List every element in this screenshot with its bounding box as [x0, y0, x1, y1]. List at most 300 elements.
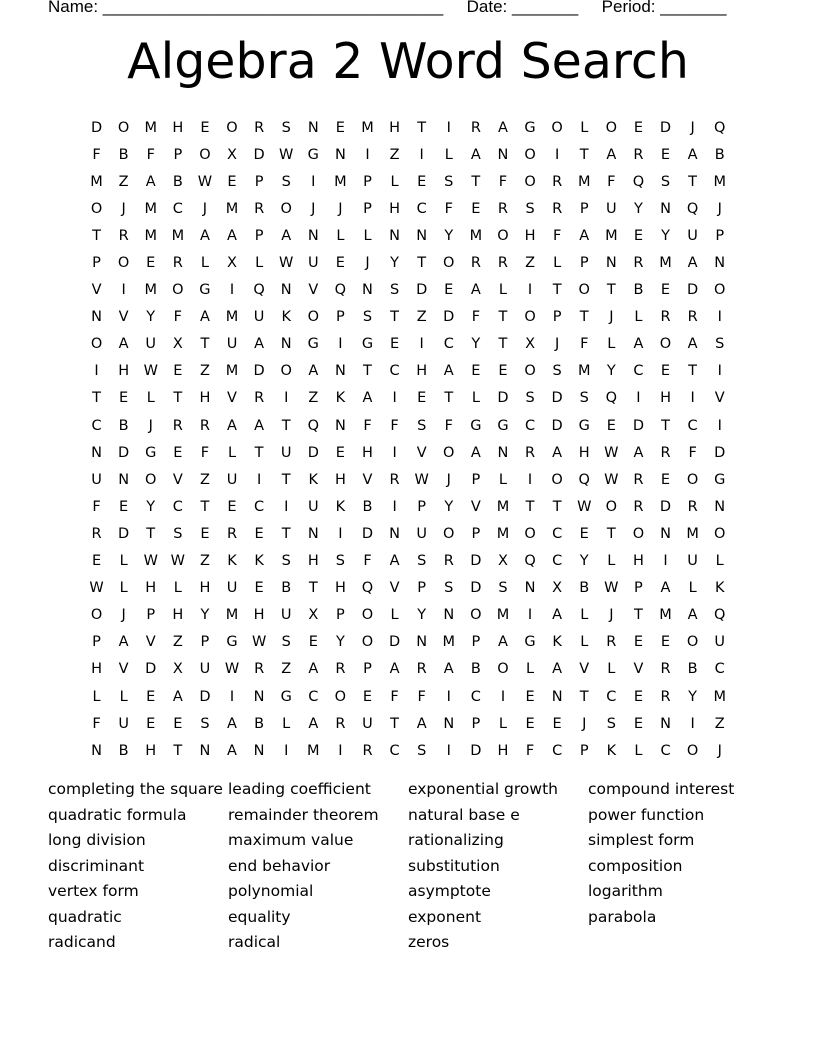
grid-letter: J — [365, 255, 370, 272]
grid-letter: U — [145, 336, 157, 353]
grid-letter: J — [121, 200, 126, 217]
grid-letter: Z — [389, 146, 400, 163]
grid-letter: H — [118, 363, 130, 380]
word-list-item: discriminant — [48, 856, 145, 875]
grid-letter: E — [91, 553, 102, 570]
grid-letter: E — [579, 525, 589, 542]
grid-letter: L — [498, 282, 507, 299]
grid-letter: R — [335, 661, 346, 678]
grid-letter: T — [498, 336, 508, 353]
grid-letter: W — [414, 471, 429, 488]
grid-letter: A — [227, 227, 237, 244]
grid-letter: G — [307, 336, 319, 353]
grid-letter: Q — [307, 417, 319, 434]
grid-letter: A — [227, 742, 237, 759]
grid-letter: N — [389, 227, 400, 244]
grid-letter: O — [605, 119, 618, 136]
grid-letter: J — [311, 200, 316, 217]
grid-letter: C — [254, 498, 265, 515]
grid-letter: N — [714, 498, 726, 515]
grid-letter: H — [660, 390, 671, 407]
grid-letter: N — [497, 444, 509, 461]
grid-letter: H — [145, 742, 157, 759]
grid-letter: R — [254, 119, 265, 136]
word-list-item: compound interest — [588, 780, 735, 798]
grid-letter: R — [687, 309, 698, 326]
period-field: Period: _______ — [601, 0, 727, 16]
grid-letter: Y — [633, 200, 643, 217]
word-list-item: radicand — [48, 933, 116, 951]
grid-letter: O — [117, 255, 130, 272]
grid-letter: T — [606, 525, 616, 542]
grid-letter: A — [687, 255, 698, 272]
grid-letter: P — [579, 255, 589, 272]
grid-letter: B — [172, 173, 183, 190]
grid-letter: F — [498, 173, 508, 190]
grid-letter: G — [524, 119, 536, 136]
grid-letter: C — [660, 742, 671, 759]
grid-letter: D — [416, 282, 428, 299]
grid-letter: O — [659, 336, 672, 353]
grid-letter: I — [284, 498, 289, 515]
grid-letter: T — [390, 309, 399, 326]
grid-letter: A — [687, 607, 698, 624]
word-list-item: long division — [48, 831, 146, 849]
grid-letter: K — [308, 471, 319, 488]
grid-letter: P — [715, 227, 725, 244]
grid-letter: O — [361, 607, 374, 624]
grid-letter: L — [390, 173, 399, 190]
grid-letter: I — [392, 498, 397, 515]
grid-letter: O — [145, 471, 157, 488]
grid-letter: I — [446, 119, 451, 136]
grid-letter: W — [224, 661, 240, 678]
word-list-item: asymptote — [408, 882, 491, 900]
grid-letter: E — [254, 580, 264, 597]
grid-letter: U — [687, 553, 698, 570]
grid-letter: U — [199, 661, 211, 678]
grid-letter: J — [446, 471, 451, 488]
grid-letter: A — [552, 607, 563, 624]
grid-letter: N — [660, 715, 671, 732]
grid-letter: S — [525, 390, 535, 407]
grid-letter: A — [118, 336, 129, 353]
grid-letter: L — [715, 553, 724, 570]
grid-letter: P — [254, 173, 264, 190]
grid-letter: C — [606, 688, 617, 705]
grid-letter: S — [444, 580, 454, 597]
grid-letter: D — [307, 444, 319, 461]
grid-letter: D — [145, 661, 157, 678]
grid-letter: W — [577, 498, 592, 515]
grid-letter: O — [443, 255, 455, 272]
grid-letter: P — [471, 715, 481, 732]
grid-letter: P — [417, 498, 427, 515]
grid-letter: P — [336, 607, 345, 624]
grid-letter: E — [525, 715, 535, 732]
grid-letter: U — [416, 525, 427, 542]
grid-letter: O — [605, 498, 618, 515]
grid-letter: M — [334, 173, 347, 190]
word-list-item: simplest form — [588, 831, 695, 849]
grid-letter: X — [172, 661, 183, 678]
grid-letter: W — [279, 146, 294, 163]
grid-letter: D — [90, 119, 103, 136]
grid-letter: I — [392, 390, 397, 407]
word-list-item: quadratic formula — [48, 805, 187, 824]
grid-letter: N — [334, 363, 346, 380]
grid-letter: H — [389, 119, 401, 136]
grid-letter: T — [281, 417, 291, 434]
grid-letter: H — [578, 444, 590, 461]
grid-letter: F — [92, 715, 101, 732]
grid-letter: Q — [361, 580, 374, 597]
grid-letter: N — [253, 688, 265, 705]
grid-letter: H — [91, 661, 102, 678]
grid-letter: N — [443, 715, 455, 732]
grid-letter: R — [660, 309, 671, 326]
grid-letter: L — [471, 390, 480, 407]
grid-letter: O — [686, 742, 699, 759]
grid-letter: P — [92, 634, 101, 651]
grid-letter: H — [199, 390, 211, 407]
grid-letter: P — [579, 200, 589, 217]
grid-letter: R — [687, 498, 698, 515]
grid-letter: S — [660, 173, 671, 190]
grid-letter: H — [416, 363, 428, 380]
grid-letter: Q — [632, 173, 645, 190]
grid-letter: U — [307, 255, 319, 272]
letter-grid — [83, 114, 733, 764]
grid-letter: U — [714, 634, 726, 651]
grid-letter: X — [308, 607, 319, 624]
grid-letter: W — [89, 580, 104, 597]
grid-letter: D — [361, 525, 374, 542]
grid-letter: R — [552, 173, 563, 190]
grid-letter: I — [500, 688, 506, 705]
grid-letter: V — [470, 498, 481, 515]
grid-letter: F — [200, 444, 210, 461]
grid-letter: K — [281, 309, 291, 326]
grid-letter: C — [91, 417, 102, 434]
word-list-item: exponent — [408, 907, 482, 926]
grid-letter: T — [579, 146, 589, 163]
grid-letter: O — [686, 634, 699, 651]
grid-letter: P — [471, 634, 481, 651]
word-column — [408, 777, 588, 956]
grid-letter: D — [632, 417, 644, 434]
grid-letter: P — [92, 255, 101, 272]
grid-letter: D — [470, 553, 482, 570]
grid-letter: T — [92, 390, 101, 407]
grid-letter: R — [335, 715, 346, 732]
grid-letter: I — [338, 336, 343, 353]
grid-letter: S — [417, 417, 427, 434]
grid-letter: E — [660, 634, 671, 651]
grid-letter: E — [552, 715, 562, 732]
grid-letter: P — [471, 525, 481, 542]
grid-letter: Z — [416, 309, 427, 326]
grid-letter: O — [226, 119, 238, 136]
grid-letter: M — [659, 255, 672, 272]
grid-letter: E — [633, 227, 643, 244]
grid-letter: E — [633, 634, 643, 651]
grid-letter: E — [633, 715, 643, 732]
grid-letter: Z — [199, 471, 210, 488]
word-column — [48, 777, 228, 956]
grid-letter: M — [577, 363, 591, 380]
word-list-item: parabola — [588, 907, 657, 926]
grid-letter: G — [578, 417, 590, 434]
grid-letter: L — [580, 607, 589, 624]
grid-letter: A — [470, 282, 481, 299]
grid-letter: H — [172, 119, 184, 136]
grid-letter: I — [121, 282, 126, 299]
grid-letter: R — [633, 471, 644, 488]
grid-letter: C — [172, 200, 183, 217]
grid-letter: F — [471, 309, 481, 326]
grid-letter: E — [227, 173, 237, 190]
grid-letter: F — [390, 417, 399, 434]
grid-letter: C — [416, 200, 427, 217]
grid-letter: I — [419, 146, 424, 163]
grid-letter: U — [280, 444, 292, 461]
grid-letter: S — [417, 553, 427, 570]
word-list-item: power function — [588, 805, 705, 824]
word-list-item: quadratic — [48, 907, 122, 926]
grid-letter: M — [469, 227, 483, 244]
grid-letter: E — [227, 498, 237, 515]
grid-letter: S — [579, 390, 589, 407]
grid-letter: S — [417, 742, 427, 759]
word-list-item: maximum value — [228, 831, 354, 849]
grid-letter: Y — [417, 607, 427, 624]
grid-letter: C — [389, 363, 400, 380]
grid-letter: A — [579, 227, 590, 244]
grid-letter: S — [606, 715, 616, 732]
grid-letter: M — [307, 742, 320, 759]
grid-letter: N — [91, 742, 102, 759]
grid-letter: I — [284, 390, 289, 407]
grid-letter: W — [197, 173, 213, 190]
grid-letter: Q — [578, 471, 590, 488]
grid-letter: A — [443, 661, 454, 678]
grid-letter: J — [690, 119, 695, 136]
grid-letter: H — [199, 580, 211, 597]
grid-letter: T — [92, 227, 101, 244]
grid-letter: V — [308, 282, 319, 299]
grid-letter: B — [633, 282, 644, 299]
grid-letter: J — [202, 200, 208, 217]
grid-letter: F — [444, 200, 453, 217]
grid-letter: E — [146, 688, 156, 705]
grid-letter: R — [443, 553, 454, 570]
grid-letter: K — [227, 553, 237, 570]
grid-letter: S — [173, 525, 183, 542]
grid-letter: R — [660, 688, 671, 705]
grid-letter: O — [632, 525, 645, 542]
grid-letter: H — [334, 471, 346, 488]
grid-letter: M — [225, 363, 239, 380]
grid-letter: O — [524, 173, 536, 190]
word-list-item: natural base e — [408, 805, 520, 824]
grid-letter: Z — [281, 661, 292, 678]
grid-letter: N — [362, 282, 373, 299]
grid-letter: F — [580, 336, 589, 353]
grid-letter: R — [172, 417, 183, 434]
grid-letter: M — [496, 607, 510, 624]
word-list-item: end behavior — [228, 856, 331, 875]
grid-letter: F — [146, 146, 155, 163]
grid-letter: L — [227, 444, 237, 461]
grid-letter: A — [389, 553, 400, 570]
grid-letter: M — [225, 200, 239, 217]
page-title: Algebra 2 Word Search — [127, 33, 689, 90]
grid-letter: K — [606, 742, 617, 759]
grid-letter: F — [552, 227, 562, 244]
grid-letter: A — [443, 363, 454, 380]
grid-letter: N — [443, 607, 455, 624]
grid-letter: P — [363, 661, 372, 678]
grid-letter: A — [633, 336, 644, 353]
grid-letter: N — [497, 146, 509, 163]
grid-letter: E — [660, 471, 671, 488]
grid-letter: E — [525, 688, 535, 705]
grid-letter: H — [253, 607, 265, 624]
grid-letter: I — [446, 742, 451, 759]
grid-letter: E — [335, 255, 345, 272]
grid-letter: T — [579, 688, 589, 705]
grid-letter: Q — [253, 282, 265, 299]
grid-letter: T — [200, 498, 210, 515]
grid-letter: U — [226, 336, 238, 353]
grid-letter: L — [580, 119, 589, 136]
grid-letter: B — [470, 661, 481, 678]
grid-letter: M — [144, 119, 157, 136]
grid-letter: X — [227, 255, 237, 272]
grid-letter: D — [659, 498, 672, 515]
grid-letter: R — [470, 119, 481, 136]
grid-letter: F — [390, 688, 399, 705]
grid-letter: I — [636, 390, 641, 407]
grid-letter: R — [389, 471, 400, 488]
grid-letter: L — [363, 227, 372, 244]
grid-letter: F — [417, 688, 426, 705]
grid-letter: M — [225, 607, 239, 624]
grid-letter: E — [417, 390, 427, 407]
grid-letter: J — [717, 200, 722, 217]
grid-letter: D — [253, 146, 265, 163]
grid-letter: M — [577, 173, 591, 190]
grid-letter: A — [497, 634, 508, 651]
grid-letter: B — [714, 146, 725, 163]
grid-letter: H — [307, 553, 319, 570]
grid-letter: L — [119, 688, 128, 705]
grid-letter: M — [361, 119, 374, 136]
grid-letter: S — [498, 580, 508, 597]
grid-letter: R — [525, 444, 536, 461]
grid-letter: S — [281, 634, 291, 651]
grid-letter: O — [90, 200, 103, 217]
grid-letter: O — [578, 282, 590, 299]
grid-letter: A — [552, 661, 563, 678]
grid-letter: O — [443, 525, 455, 542]
grid-letter: Y — [444, 227, 454, 244]
grid-letter: C — [687, 417, 698, 434]
grid-letter: X — [497, 553, 508, 570]
grid-letter: T — [471, 173, 481, 190]
grid-letter: Y — [606, 363, 616, 380]
grid-letter: R — [226, 525, 238, 542]
grid-letter: K — [552, 634, 562, 651]
grid-letter: L — [580, 634, 589, 651]
grid-letter: Y — [444, 498, 454, 515]
grid-letter: N — [416, 634, 428, 651]
grid-letter: L — [607, 661, 616, 678]
grid-letter: K — [335, 498, 346, 515]
grid-letter: O — [551, 119, 563, 136]
grid-letter: L — [498, 715, 507, 732]
grid-letter: F — [688, 444, 697, 461]
grid-letter: Y — [200, 607, 210, 624]
grid-letter: O — [524, 363, 536, 380]
grid-letter: I — [717, 363, 722, 380]
word-column — [228, 777, 408, 956]
grid-letter: Y — [146, 309, 156, 326]
grid-letter: D — [470, 580, 482, 597]
word-list-item: vertex form — [48, 882, 139, 900]
grid-letter: B — [118, 742, 129, 759]
grid-letter: M — [686, 525, 699, 542]
grid-letter: I — [338, 525, 343, 542]
grid-letter: C — [172, 498, 183, 515]
grid-letter: N — [307, 227, 319, 244]
grid-letter: C — [552, 742, 563, 759]
word-list-item: equality — [228, 907, 291, 926]
grid-letter: M — [659, 607, 672, 624]
grid-letter: Y — [579, 553, 589, 570]
grid-letter: Z — [199, 363, 210, 380]
grid-letter: L — [444, 146, 453, 163]
grid-letter: V — [145, 634, 156, 651]
grid-letter: T — [390, 715, 399, 732]
grid-letter: U — [91, 471, 102, 488]
grid-letter: G — [361, 336, 374, 353]
grid-letter: V — [227, 390, 237, 407]
word-list-item: polynomial — [228, 882, 314, 900]
grid-letter: L — [119, 580, 128, 597]
grid-letter: Y — [688, 688, 698, 705]
grid-letter: U — [118, 715, 129, 732]
grid-letter: T — [363, 363, 372, 380]
grid-letter: B — [362, 498, 373, 515]
grid-letter: Q — [713, 607, 726, 624]
grid-letter: C — [552, 525, 563, 542]
grid-letter: N — [660, 200, 671, 217]
grid-letter: H — [389, 200, 401, 217]
grid-letter: B — [281, 580, 292, 597]
grid-letter: R — [118, 227, 129, 244]
grid-letter: A — [308, 715, 319, 732]
grid-letter: N — [524, 580, 536, 597]
grid-letter: D — [659, 119, 672, 136]
grid-letter: R — [660, 661, 671, 678]
grid-letter: R — [91, 525, 102, 542]
grid-letter: X — [552, 580, 563, 597]
grid-letter: O — [713, 282, 726, 299]
grid-letter: G — [470, 417, 482, 434]
grid-letter: T — [173, 390, 183, 407]
